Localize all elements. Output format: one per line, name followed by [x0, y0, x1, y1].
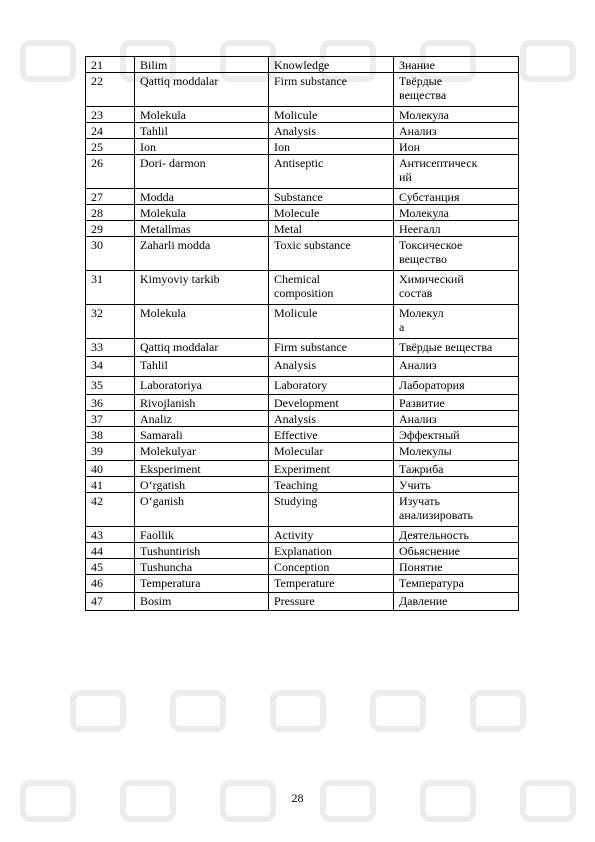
term-uzbek: Kimyoviy tarkib — [135, 271, 269, 305]
term-uzbek: Dori- darmon — [135, 155, 269, 189]
term-number: 40 — [86, 461, 135, 477]
term-uzbek: Laboratoriya — [135, 377, 269, 395]
term-uzbek: Molekula — [135, 205, 269, 221]
term-uzbek: Qattiq moddalar — [135, 339, 269, 357]
term-number: 31 — [86, 271, 135, 305]
table-row — [86, 271, 519, 305]
term-uzbek: Bosim — [135, 593, 269, 611]
term-uzbek: Tushuncha — [135, 559, 269, 575]
table-row — [86, 123, 519, 139]
term-russian: Токсическое вещество — [394, 237, 519, 271]
watermark-logo — [70, 690, 126, 732]
term-number: 35 — [86, 377, 135, 395]
term-russian: Знание — [394, 57, 519, 73]
term-number: 43 — [86, 527, 135, 543]
term-uzbek: Metallmas — [135, 221, 269, 237]
term-english: Substance — [269, 189, 394, 205]
term-number: 30 — [86, 237, 135, 271]
term-number: 44 — [86, 543, 135, 559]
table-row — [86, 57, 519, 73]
term-number: 21 — [86, 57, 135, 73]
term-uzbek: Bilim — [135, 57, 269, 73]
table-row — [86, 73, 519, 107]
table-row — [86, 305, 519, 339]
term-russian: Обьяснение — [394, 543, 519, 559]
term-uzbek: O‘ganish — [135, 493, 269, 527]
term-english: Explanation — [269, 543, 394, 559]
term-english: Temperature — [269, 575, 394, 593]
term-english: Teaching — [269, 477, 394, 493]
term-number: 28 — [86, 205, 135, 221]
term-english: Molecular — [269, 443, 394, 461]
term-number: 34 — [86, 357, 135, 377]
table-row — [86, 427, 519, 443]
term-english: Analysis — [269, 123, 394, 139]
term-english: Conception — [269, 559, 394, 575]
term-russian: Изучать анализировать — [394, 493, 519, 527]
term-russian: Ион — [394, 139, 519, 155]
table-row — [86, 527, 519, 543]
term-english: Ion — [269, 139, 394, 155]
term-english: Activity — [269, 527, 394, 543]
term-english: Firm substance — [269, 339, 394, 357]
glossary-body — [86, 57, 519, 611]
term-number: 32 — [86, 305, 135, 339]
table-row — [86, 443, 519, 461]
term-uzbek: Molekula — [135, 305, 269, 339]
term-russian: Субстанция — [394, 189, 519, 205]
term-uzbek: Tahlil — [135, 357, 269, 377]
term-uzbek: Tushuntirish — [135, 543, 269, 559]
term-english: Pressure — [269, 593, 394, 611]
term-uzbek: Molekula — [135, 107, 269, 123]
term-russian: Тажриба — [394, 461, 519, 477]
term-english: Studying — [269, 493, 394, 527]
term-russian: Анализ — [394, 411, 519, 427]
term-number: 33 — [86, 339, 135, 357]
term-russian: Лаборатория — [394, 377, 519, 395]
table-row — [86, 395, 519, 411]
glossary-table — [85, 56, 519, 611]
term-english: Antiseptic — [269, 155, 394, 189]
term-number: 23 — [86, 107, 135, 123]
term-russian: Развитие — [394, 395, 519, 411]
term-number: 26 — [86, 155, 135, 189]
term-english: Molicule — [269, 305, 394, 339]
term-number: 29 — [86, 221, 135, 237]
term-russian: Молекула — [394, 205, 519, 221]
table-row — [86, 493, 519, 527]
term-russian: Учить — [394, 477, 519, 493]
watermark-logo — [370, 690, 426, 732]
term-number: 42 — [86, 493, 135, 527]
watermark-logo — [20, 40, 76, 82]
term-uzbek: Analiz — [135, 411, 269, 427]
term-english: Firm substance — [269, 73, 394, 107]
term-number: 37 — [86, 411, 135, 427]
table-row — [86, 155, 519, 189]
term-russian: Молекулы — [394, 443, 519, 461]
table-row — [86, 205, 519, 221]
term-english: Analysis — [269, 357, 394, 377]
table-row — [86, 477, 519, 493]
term-english: Laboratory — [269, 377, 394, 395]
table-row — [86, 559, 519, 575]
term-uzbek: Rivojlanish — [135, 395, 269, 411]
term-english: Effective — [269, 427, 394, 443]
term-number: 36 — [86, 395, 135, 411]
term-russian: Анализ — [394, 357, 519, 377]
term-russian: Антисептическ ий — [394, 155, 519, 189]
term-uzbek: Faollik — [135, 527, 269, 543]
term-russian: Давление — [394, 593, 519, 611]
term-russian: Температура — [394, 575, 519, 593]
term-english: Chemical composition — [269, 271, 394, 305]
term-russian: Деятельность — [394, 527, 519, 543]
term-number: 24 — [86, 123, 135, 139]
term-english: Development — [269, 395, 394, 411]
table-row — [86, 139, 519, 155]
term-russian: Молекула — [394, 107, 519, 123]
term-english: Knowledge — [269, 57, 394, 73]
term-uzbek: Molekulyar — [135, 443, 269, 461]
table-row — [86, 221, 519, 237]
term-russian: Твёрдые вещества — [394, 73, 519, 107]
term-russian: Химический состав — [394, 271, 519, 305]
term-russian: Эффектный — [394, 427, 519, 443]
term-russian: Понятие — [394, 559, 519, 575]
table-row — [86, 357, 519, 377]
term-russian: Твёрдые вещества — [394, 339, 519, 357]
table-row — [86, 575, 519, 593]
watermark-logo — [170, 690, 226, 732]
table-row — [86, 237, 519, 271]
term-russian: Молекул а — [394, 305, 519, 339]
term-uzbek: Tahlil — [135, 123, 269, 139]
term-number: 27 — [86, 189, 135, 205]
watermark-logo — [520, 40, 576, 82]
term-uzbek: Zaharli modda — [135, 237, 269, 271]
term-uzbek: Modda — [135, 189, 269, 205]
watermark-logo — [470, 690, 526, 732]
term-number: 45 — [86, 559, 135, 575]
term-number: 47 — [86, 593, 135, 611]
term-uzbek: Qattiq moddalar — [135, 73, 269, 107]
table-row — [86, 411, 519, 427]
term-number: 39 — [86, 443, 135, 461]
page-number: 28 — [291, 791, 304, 805]
watermark-logo — [270, 690, 326, 732]
table-row — [86, 339, 519, 357]
term-number: 38 — [86, 427, 135, 443]
term-english: Metal — [269, 221, 394, 237]
term-english: Molecule — [269, 205, 394, 221]
table-row — [86, 461, 519, 477]
term-uzbek: Ion — [135, 139, 269, 155]
term-uzbek: Eksperiment — [135, 461, 269, 477]
term-number: 46 — [86, 575, 135, 593]
term-english: Toxic substance — [269, 237, 394, 271]
table-row — [86, 377, 519, 395]
term-uzbek: O‘rgatish — [135, 477, 269, 493]
term-number: 22 — [86, 73, 135, 107]
term-uzbek: Temperatura — [135, 575, 269, 593]
table-row — [86, 107, 519, 123]
term-number: 41 — [86, 477, 135, 493]
term-uzbek: Samarali — [135, 427, 269, 443]
table-row — [86, 593, 519, 611]
term-number: 25 — [86, 139, 135, 155]
term-russian: Неегалл — [394, 221, 519, 237]
term-english: Experiment — [269, 461, 394, 477]
term-russian: Анализ — [394, 123, 519, 139]
table-row — [86, 543, 519, 559]
term-english: Analysis — [269, 411, 394, 427]
term-english: Molicule — [269, 107, 394, 123]
table-row — [86, 189, 519, 205]
